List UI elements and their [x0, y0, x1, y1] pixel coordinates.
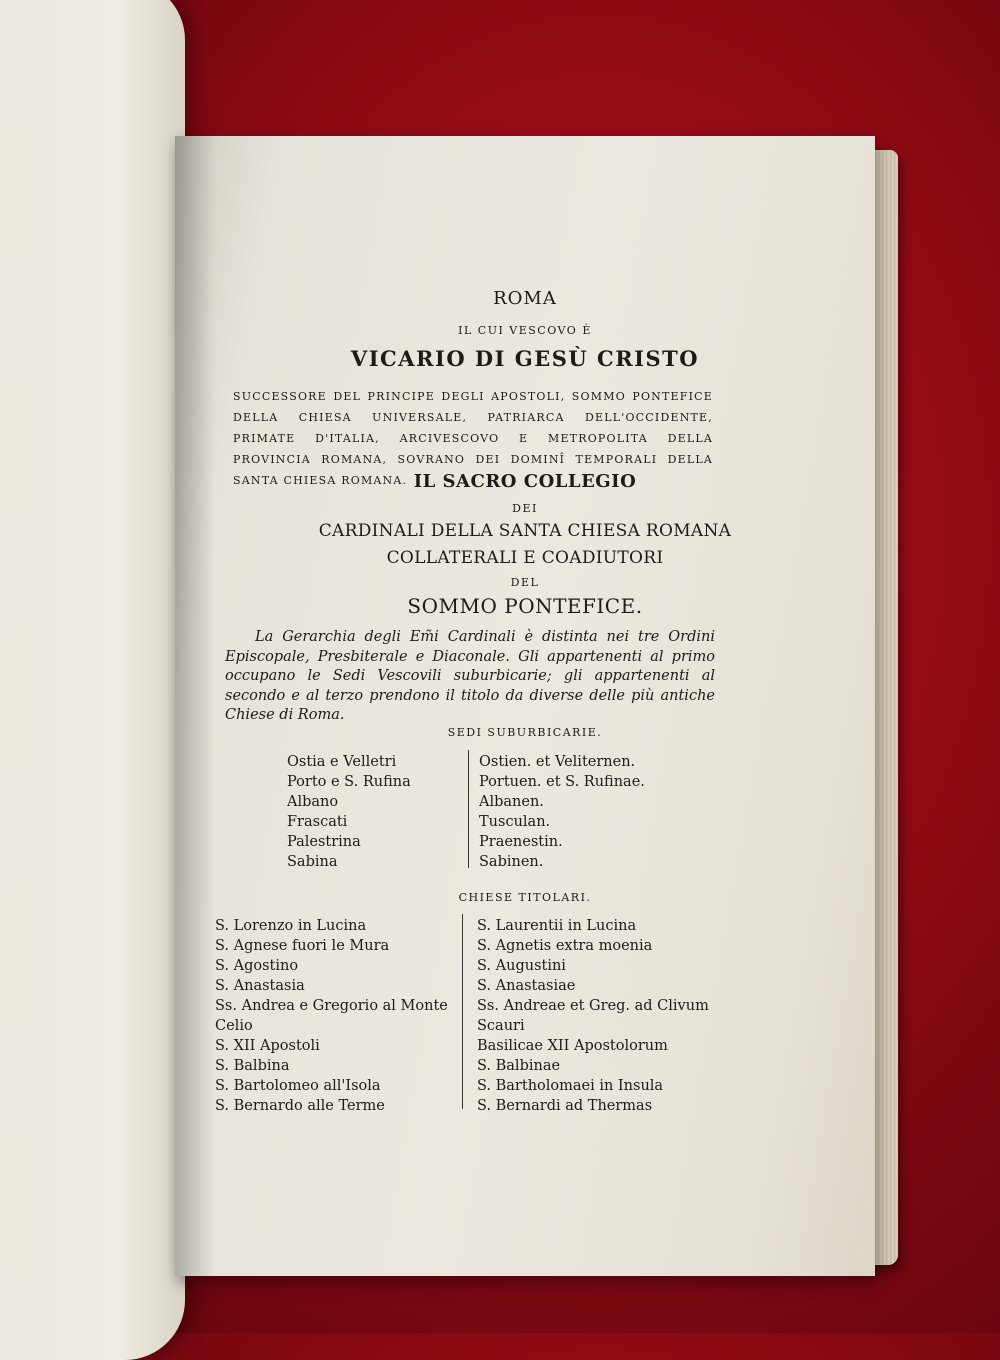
- chiese-row-la: S. Agnetis extra moenia: [477, 938, 653, 954]
- chiese-row-it: S. Agostino: [215, 958, 299, 974]
- city-title: ROMA: [493, 288, 557, 309]
- del-line: DEL: [510, 576, 540, 589]
- chiese-divider: [462, 914, 463, 1109]
- chiese-row-it: S. XII Apostoli: [215, 1038, 320, 1054]
- left-page: [0, 0, 185, 1360]
- collaterali-line: COLLATERALI E COADIUTORI: [386, 548, 664, 568]
- book-page: [175, 136, 875, 1276]
- chiese-row-it: S. Lorenzo in Lucina: [215, 918, 367, 934]
- sedi-row-it: Porto e S. Rufina: [287, 774, 411, 790]
- chiese-row-la: Basilicae XII Apostolorum: [477, 1038, 668, 1054]
- vicario-title: VICARIO DI GESÙ CRISTO: [350, 346, 700, 371]
- chiese-row-it: S. Agnese fuori le Mura: [215, 938, 390, 954]
- sacro-collegio-title: IL SACRO COLLEGIO: [413, 471, 637, 492]
- sedi-title: SEDI SUBURBICARIE.: [447, 726, 603, 739]
- chiese-row-la: S. Bartholomaei in Insula: [477, 1078, 664, 1094]
- chiese-row-la: S. Bernardi ad Thermas: [477, 1098, 653, 1114]
- sedi-row-it: Sabina: [287, 854, 338, 870]
- sedi-row-it: Albano: [287, 794, 339, 810]
- sedi-italian-column: [287, 752, 411, 872]
- sedi-row-la: Praenestin.: [479, 834, 563, 850]
- sommo-pontefice-line: SOMMO PONTEFICE.: [407, 594, 643, 618]
- chiese-row-la: S. Augustini: [477, 958, 566, 974]
- sedi-row-la: Sabinen.: [479, 854, 544, 870]
- sedi-row-la: Tusculan.: [479, 814, 551, 830]
- sedi-latin-column: [479, 752, 645, 872]
- chiese-row-la: S. Anastasiae: [477, 978, 576, 994]
- cardinali-line: CARDINALI DELLA SANTA CHIESA ROMANA: [318, 521, 732, 541]
- chiese-row-it: Ss. Andrea e Gregorio al Monte Celio: [215, 998, 448, 1034]
- chiese-row-la: S. Laurentii in Lucina: [477, 918, 637, 934]
- chiese-row-it: S. Balbina: [215, 1058, 290, 1074]
- chiese-italian-column: [215, 916, 465, 1116]
- chiese-row-la: S. Balbinae: [477, 1058, 561, 1074]
- chiese-row-it: S. Anastasia: [215, 978, 305, 994]
- chiese-row-la: Ss. Andreae et Greg. ad Clivum Scauri: [477, 998, 709, 1034]
- sedi-row-la: Albanen.: [479, 794, 544, 810]
- sedi-row-it: Frascati: [287, 814, 348, 830]
- il-cui-line: IL CUI VESCOVO È: [458, 324, 592, 337]
- dei-line: DEI: [512, 502, 538, 515]
- chiese-row-it: S. Bernardo alle Terme: [215, 1098, 385, 1114]
- sedi-row-it: Palestrina: [287, 834, 361, 850]
- chiese-latin-column: [477, 916, 737, 1116]
- chiese-row-it: S. Bartolomeo all'Isola: [215, 1078, 381, 1094]
- intro-paragraph: La Gerarchia degli Em̃i Cardinali è distinta nei tre Ordini Episcopale, Presbiterale e Diaconale. Gli appartenenti al primo occupano le Sedi Vescovili suburbicarie; gli appartenenti al secondo e al terzo prendono il titolo da diverse delle più antiche Chiese di Roma.: [225, 629, 715, 723]
- sedi-row-la: Ostien. et Veliternen.: [479, 754, 636, 770]
- titles-paragraph: SUCCESSORE DEL PRINCIPE DEGLI APOSTOLI, SOMMO PONTEFICE DELLA CHIESA UNIVERSALE, PATRIARCA DELL'OCCIDENTE, PRIMATE D'ITALIA, ARCIVESCOVO E METROPOLITA DELLA PROVINCIA ROMANA, SOVRANO DEI DOMINÎ TEMPORALI DELLA SANTA CHIESA ROMANA.: [233, 390, 713, 487]
- sedi-divider: [468, 750, 469, 868]
- chiese-title: CHIESE TITOLARI.: [458, 891, 592, 904]
- sedi-row-it: Ostia e Velletri: [287, 754, 397, 770]
- sedi-row-la: Portuen. et S. Rufinae.: [479, 774, 645, 790]
